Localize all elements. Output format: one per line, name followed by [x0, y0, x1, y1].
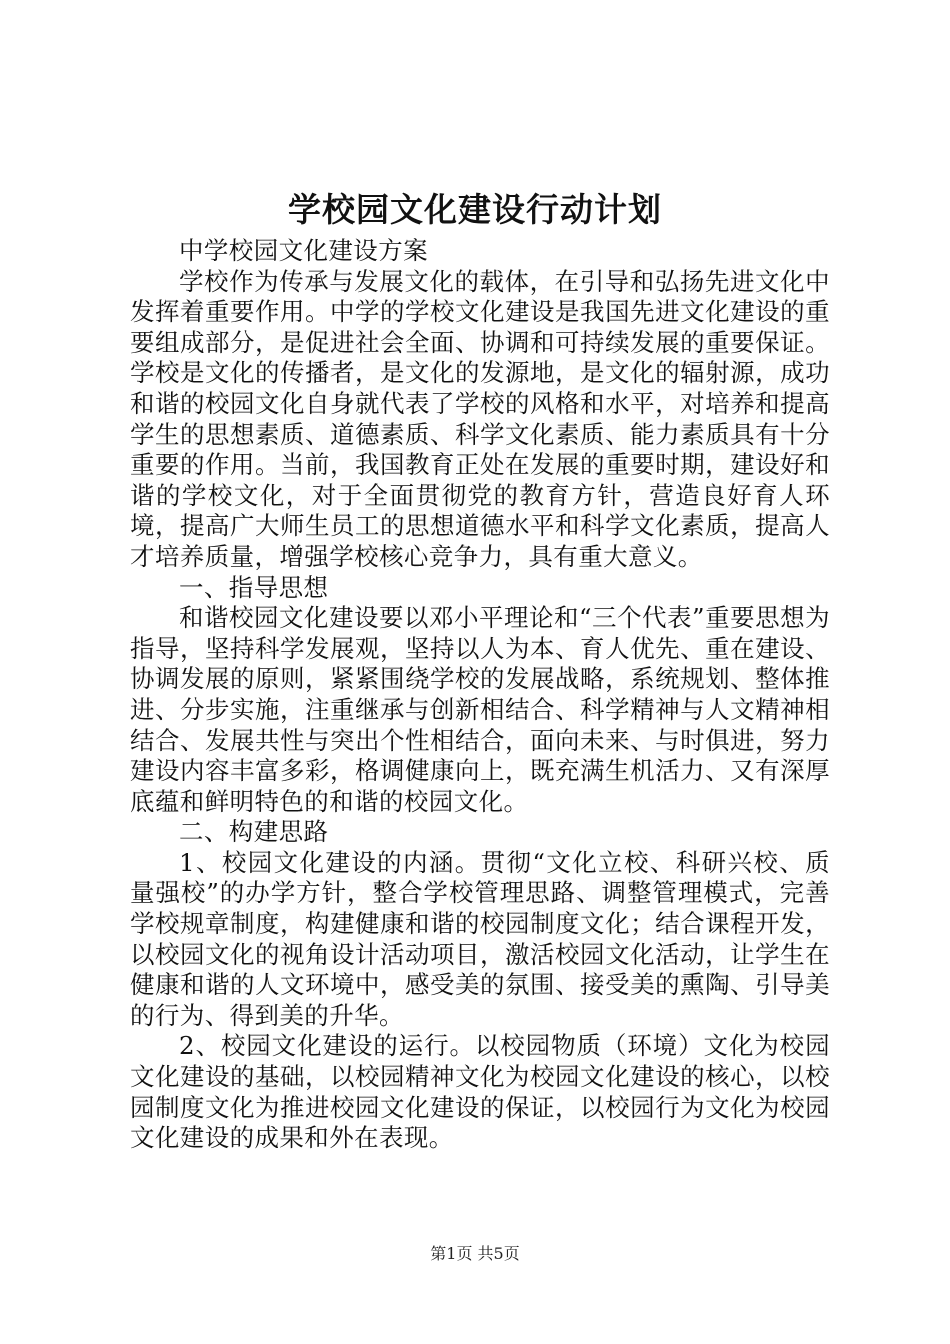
- document-title: 学校园文化建设行动计划: [288, 190, 662, 229]
- guiding-ideology-paragraph: 和谐校园文化建设要以邓小平理论和“三个代表”重要思想为指导，坚持科学发展观，坚持以人为本、育人优先、重在建设、协调发展的原则，紧紧围绕学校的发展战略，系统规划、整体推进、分步实施，注重继承与创新相结合、科学精神与人文精神相结合、发展共性与突出个性相结合，面向未来、与时俱进，努力建设内容丰富多彩，格调健康向上，既充满生机活力、又有深厚底蕴和鲜明特色的和谐的校园文化。: [130, 603, 830, 816]
- page-number-footer: 第1页 共5页: [430, 1244, 520, 1263]
- operation-paragraph: 2、校园文化建设的运行。以校园物质（环境）文化为校园文化建设的基础，以校园精神文化为校园文化建设的核心，以校园制度文化为推进校园文化建设的保证，以校园行为文化为校园文化建设的成果和外在表现。: [130, 1031, 830, 1153]
- connotation-paragraph: 1、校园文化建设的内涵。贯彻“文化立校、科研兴校、质量强校”的办学方针，整合学校管理思路、调整管理模式，完善学校规章制度，构建健康和谐的校园制度文化；结合课程开发，以校园文化的视角设计活动项目，激活校园文化活动，让学生在健康和谐的人文环境中，感受美的氛围、接受美的熏陶、引导美的行为、得到美的升华。: [130, 847, 830, 1030]
- document-body: [130, 236, 830, 1154]
- intro-paragraph: 学校作为传承与发展文化的载体，在引导和弘扬先进文化中发挥着重要作用。中学的学校文化建设是我国先进文化建设的重要组成部分，是促进社会全面、协调和可持续发展的重要保证。学校是文化的传播者，是文化的发源地，是文化的辐射源，成功和谐的校园文化自身就代表了学校的风格和水平，对培养和提高学生的思想素质、道德素质、科学文化素质、能力素质具有十分重要的作用。当前，我国教育正处在发展的重要时期，建设好和谐的学校文化，对于全面贯彻党的教育方针，营造良好育人环境，提高广大师生员工的思想道德水平和科学文化素质，提高人才培养质量，增强学校核心竞争力，具有重大意义。: [130, 266, 830, 571]
- subtitle-paragraph: 中学校园文化建设方案: [179, 236, 428, 265]
- section-heading-construction-approach: 二、构建思路: [179, 817, 329, 847]
- section-heading-guiding-ideology: 一、指导思想: [179, 572, 329, 602]
